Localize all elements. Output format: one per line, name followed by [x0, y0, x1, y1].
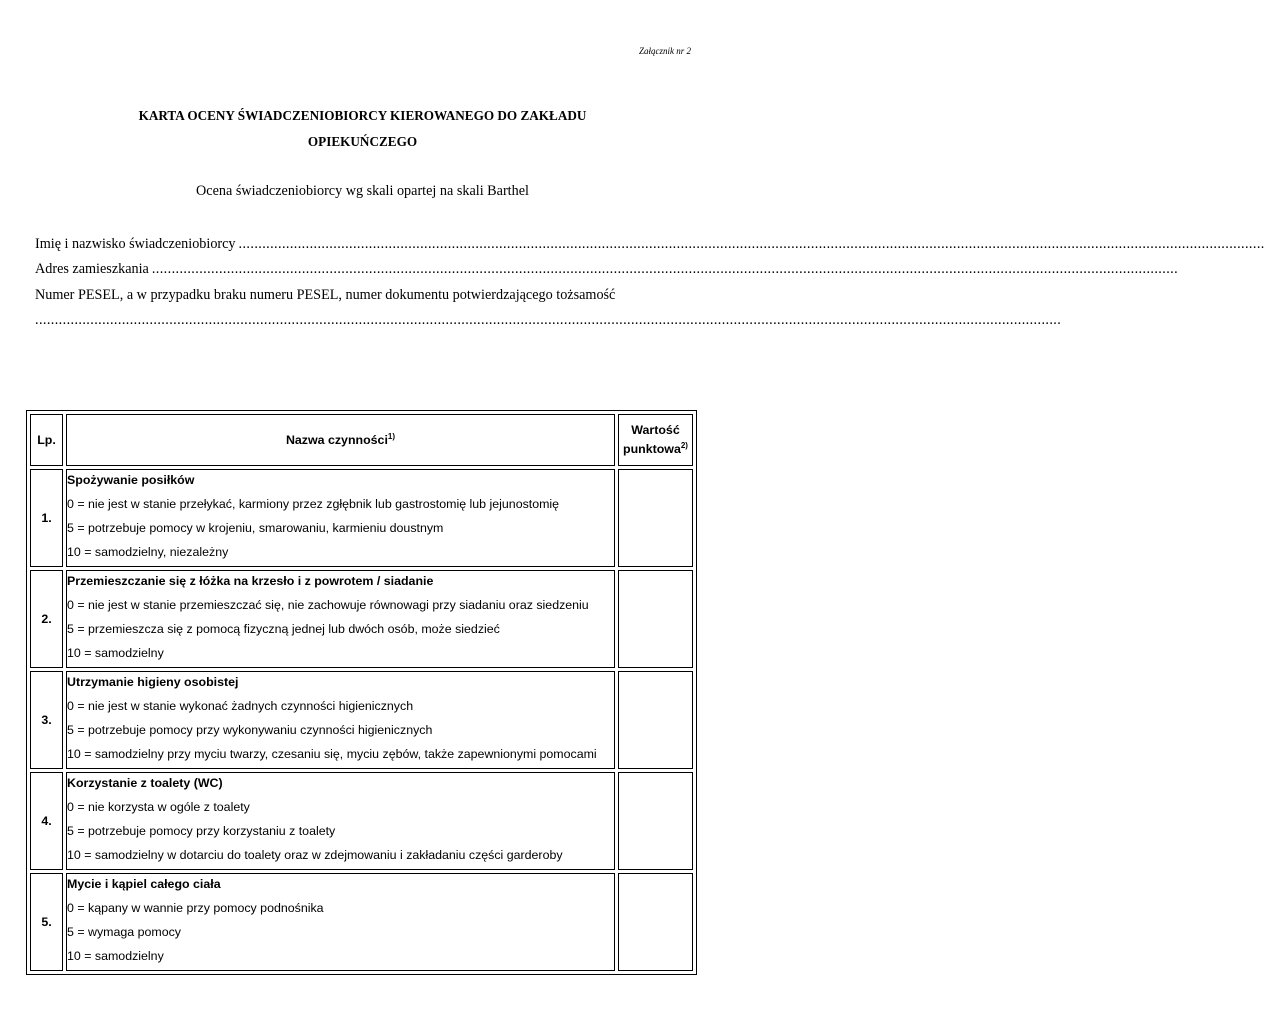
point-value-cell[interactable] [618, 671, 693, 769]
document-title [0, 103, 725, 155]
point-value-cell[interactable] [618, 772, 693, 870]
activity-title: Przemieszczanie się z łóżka na krzesło i z powrotem / siadanie [67, 573, 434, 588]
header-point-value-line2-text: punktowa [623, 442, 681, 457]
activity-option: 5 = potrzebuje pomocy przy korzystaniu z toalety [67, 823, 336, 838]
activity-option: 10 = samodzielny przy myciu twarzy, czesaniu się, myciu zębów, także zapewnionymi pomocami [67, 746, 597, 761]
activity-option: 5 = przemieszcza się z pomocą fizyczną jednej lub dwóch osób, może siedzieć [67, 621, 500, 636]
activity-title: Mycie i kąpiel całego ciała [67, 876, 221, 891]
activity-option: 5 = potrzebuje pomocy w krojeniu, smarowaniu, karmieniu doustnym [67, 520, 444, 535]
activity-option: 0 = nie korzysta w ogóle z toalety [67, 799, 250, 814]
activity-option: 5 = wymaga pomocy [67, 924, 181, 939]
pesel-field-dots: .................................................................................................................................................................................................................................................................... [35, 312, 1062, 328]
row-lp: 2. [30, 570, 63, 668]
header-lp: Lp. [30, 414, 63, 466]
header-activity-name [66, 414, 615, 466]
pesel-field-label-line [35, 286, 678, 304]
address-field[interactable] [35, 260, 1179, 278]
activity-option: 0 = kąpany w wannie przy pomocy podnośnika [67, 900, 324, 915]
header-point-value-note: 2) [680, 441, 688, 451]
header-activity-name-text: Nazwa czynności [285, 433, 388, 448]
activity-option: 10 = samodzielny, niezależny [67, 544, 229, 559]
row-description [66, 671, 615, 769]
row-lp: 5. [30, 873, 63, 971]
activity-option: 0 = nie jest w stanie przełykać, karmiony przez zgłębnik lub gastrostomię lub jejunostomię [67, 496, 560, 511]
table-row [30, 873, 693, 971]
name-field-label: Imię i nazwisko świadczeniobiorcy [35, 236, 236, 252]
title-line-1: KARTA OCENY ŚWIADCZENIOBIORCY KIEROWANEGO DO ZAKŁADU [138, 108, 587, 123]
row-description [66, 469, 615, 567]
document-subtitle: Ocena świadczeniobiorcy wg skali opartej na skali Barthel [196, 183, 529, 199]
header-point-value-line1: Wartość [631, 423, 680, 438]
activity-title: Utrzymanie higieny osobistej [67, 674, 239, 689]
pesel-field[interactable] [35, 311, 1062, 329]
activity-option: 0 = nie jest w stanie przemieszczać się, nie zachowuje równowagi przy siadaniu oraz siedzeniu [67, 597, 589, 612]
row-lp: 1. [30, 469, 63, 567]
annex-label: Załącznik nr 2 [638, 46, 691, 56]
point-value-cell[interactable] [618, 469, 693, 567]
activity-option: 10 = samodzielny [67, 645, 164, 660]
barthel-table [26, 410, 697, 975]
activity-option: 5 = potrzebuje pomocy przy wykonywaniu czynności higienicznych [67, 722, 433, 737]
activity-title: Spożywanie posiłków [67, 472, 195, 487]
activity-option: 0 = nie jest w stanie wykonać żadnych czynności higienicznych [67, 698, 414, 713]
name-field-dots: .................................................................................................................................................................................................................................................................... [238, 236, 1265, 252]
address-field-label: Adres zamieszkania [35, 261, 149, 277]
row-description [66, 772, 615, 870]
table-row [30, 671, 693, 769]
row-lp: 3. [30, 671, 63, 769]
point-value-cell[interactable] [618, 873, 693, 971]
row-description [66, 570, 615, 668]
header-activity-name-note: 1) [387, 432, 396, 442]
header-point-value-line2 [619, 438, 692, 457]
address-field-dots: .................................................................................................................................................................................................................................................................... [151, 261, 1179, 277]
table-row [30, 469, 693, 567]
header-point-value [618, 414, 693, 466]
row-description [66, 873, 615, 971]
activity-option: 10 = samodzielny w dotarciu do toalety oraz w zdejmowaniu i zakładaniu części garderoby [67, 847, 563, 862]
pesel-field-label: Numer PESEL, a w przypadku braku numeru PESEL, numer dokumentu potwierdzającego tożsamość [35, 287, 616, 303]
table-row [30, 570, 693, 668]
point-value-cell[interactable] [618, 570, 693, 668]
table-row [30, 772, 693, 870]
row-lp: 4. [30, 772, 63, 870]
name-field[interactable] [35, 235, 1265, 253]
activity-option: 10 = samodzielny [67, 948, 164, 963]
activity-title: Korzystanie z toalety (WC) [67, 775, 223, 790]
title-line-2: OPIEKUŃCZEGO [307, 134, 418, 149]
table-header-row [30, 414, 693, 466]
